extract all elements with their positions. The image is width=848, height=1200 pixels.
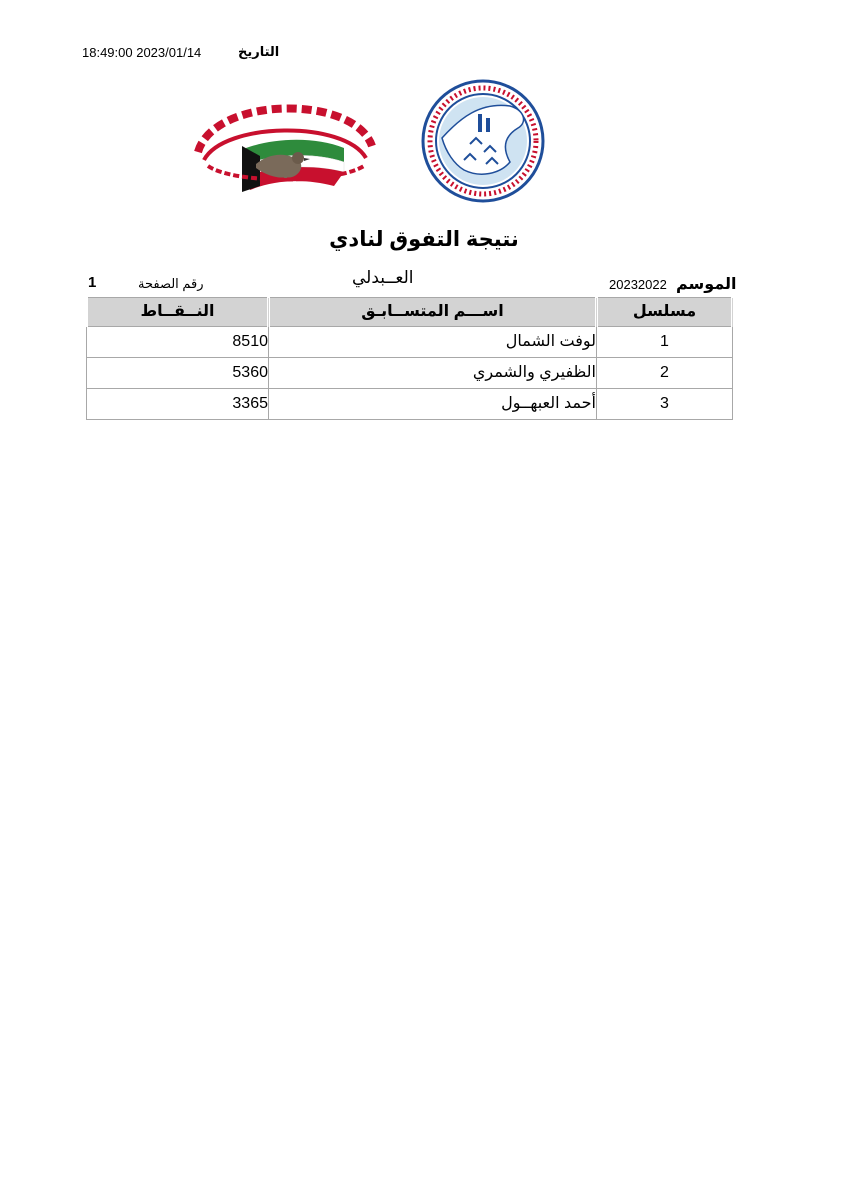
page-number-value: 1	[88, 274, 97, 291]
table-row	[87, 389, 733, 420]
row-competitor-name: الظفيري والشمري	[269, 358, 597, 389]
row-competitor-name: لوفت الشمال	[269, 327, 597, 358]
row-competitor-name: أحمد العبهــول	[269, 389, 597, 420]
column-header-serial: مسلسل	[597, 298, 733, 327]
table-row	[87, 327, 733, 358]
row-serial: 2	[597, 358, 733, 389]
column-header-points: النــقــاط	[87, 298, 269, 327]
date-label: التاريخ	[238, 44, 280, 59]
row-points: 3365	[87, 389, 269, 420]
kuwait-federation-racing-pigeons-logo-icon	[420, 78, 546, 204]
column-header-name: اســـم المتســابـق	[269, 298, 597, 327]
kuwait-racing-pigeon-club-logo-icon	[194, 86, 378, 198]
table-row	[87, 358, 733, 389]
report-title: نتيجة التفوق لنادي	[329, 228, 519, 251]
row-serial: 3	[597, 389, 733, 420]
row-serial: 1	[597, 327, 733, 358]
season-value: 20232022	[609, 277, 667, 292]
row-points: 5360	[87, 358, 269, 389]
page-number-label: رقم الصفحة	[138, 276, 204, 291]
row-points: 8510	[87, 327, 269, 358]
season-label: الموسم	[676, 276, 737, 293]
results-table	[85, 297, 734, 420]
table-header-row	[87, 298, 733, 327]
club-name: العــبدلي	[352, 268, 414, 287]
date-value: 18:49:00 2023/01/14	[82, 45, 202, 60]
